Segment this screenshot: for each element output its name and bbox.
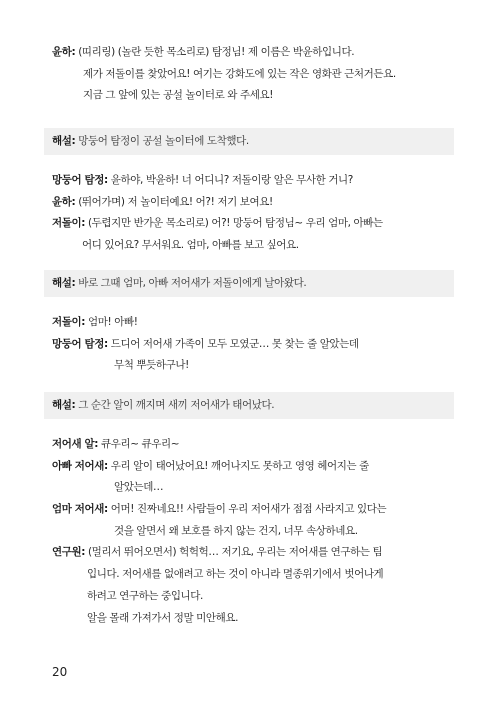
dialogue-text: 엄마! 아빠! xyxy=(85,316,138,328)
dialogue-block-4 xyxy=(52,434,452,629)
dialogue-text: 우리 알이 태어났어요! 깨어나지도 못하고 영영 헤어지는 줄 xyxy=(107,459,369,472)
page-number: 20 xyxy=(52,665,68,679)
narration-box xyxy=(44,270,454,297)
narrator-label: 해설: xyxy=(52,135,76,147)
dialogue-line-continued: 알았는데… xyxy=(114,481,164,494)
dialogue-text: (멀리서 뛰어오면서) 헉헉헉… 저기요, 우리는 저어새를 연구하는 팀 xyxy=(85,546,383,559)
dialogue-text: 드디어 저어새 가족이 모두 모였군… 못 찾는 줄 알았는데 xyxy=(107,337,359,350)
dialogue-line xyxy=(52,456,452,478)
speaker-name: 저어새 알: xyxy=(52,438,99,450)
dialogue-text: 큐우리~ 큐우리~ xyxy=(98,438,180,450)
speaker-name: 윤하: xyxy=(52,195,76,208)
dialogue-line xyxy=(52,192,452,214)
dialogue-text: (뛰어가며) 저 놀이터예요! 어?! 저기 보여요! xyxy=(75,195,273,208)
dialogue-block-2 xyxy=(52,170,452,257)
dialogue-line-continued: 입니다. 저어새를 없애려고 하는 것이 아니라 멸종위기에서 벗어나게 xyxy=(87,568,384,581)
speaker-name: 망둥어 탐정: xyxy=(52,174,108,186)
speaker-name: 아빠 저어새: xyxy=(52,459,108,472)
dialogue-block-1 xyxy=(52,42,452,107)
dialogue-line-continued: 알을 몰래 가져가서 정말 미안해요. xyxy=(87,611,239,624)
dialogue-line-continued: 것을 알면서 왜 보호를 하지 않는 건지, 너무 속상하네요. xyxy=(114,524,358,537)
narration-box xyxy=(44,392,454,419)
narration-text: 망둥어 탐정이 공설 놀이터에 도착했다. xyxy=(75,135,249,147)
dialogue-line-continued: 무척 뿌듯하구나! xyxy=(114,359,189,372)
dialogue-line-continued: 어디 있어요? 무서워요. 엄마, 아빠를 보고 싶어요. xyxy=(82,239,299,252)
dialogue-line xyxy=(52,542,452,564)
speaker-name: 연구원: xyxy=(52,546,86,559)
speaker-name: 저돌이: xyxy=(52,316,86,328)
speaker-name: 윤하: xyxy=(52,46,76,58)
dialogue-text: (띠리링) (놀란 듯한 목소리로) 탐정님! 제 이름은 박윤하입니다. xyxy=(75,46,355,58)
dialogue-text: 윤하야, 박윤하! 너 어디니? 저돌이랑 알은 무사한 거니? xyxy=(107,174,353,186)
dialogue-line xyxy=(52,334,452,356)
narration-text: 그 순간 알이 깨지며 새끼 저어새가 태어났다. xyxy=(75,399,275,411)
narrator-label: 해설: xyxy=(52,399,76,411)
dialogue-text: 어머! 진짜네요!! 사람들이 우리 저어새가 점점 사라지고 있다는 xyxy=(107,503,387,516)
speaker-name: 망둥어 탐정: xyxy=(52,337,108,350)
dialogue-text: (두렵지만 반가운 목소리로) 어?! 망둥어 탐정님~ 우리 엄마, 아빠는 xyxy=(85,217,383,230)
dialogue-line xyxy=(52,312,452,334)
dialogue-block-3 xyxy=(52,312,452,377)
dialogue-line xyxy=(52,170,452,192)
narrator-label: 해설: xyxy=(52,277,76,289)
dialogue-line xyxy=(52,434,452,456)
speaker-name: 저돌이: xyxy=(52,217,86,230)
dialogue-line-continued: 지금 그 앞에 있는 공설 놀이터로 와 주세요! xyxy=(83,89,274,102)
narration-box xyxy=(44,128,454,155)
dialogue-line xyxy=(52,213,452,235)
narration-text: 바로 그때 엄마, 아빠 저어새가 저돌이에게 날아왔다. xyxy=(75,277,307,289)
speaker-name: 엄마 저어새: xyxy=(52,503,108,516)
dialogue-line-continued: 하려고 연구하는 중입니다. xyxy=(87,589,203,602)
dialogue-line xyxy=(52,42,452,64)
dialogue-line xyxy=(52,499,452,521)
dialogue-line-continued: 제가 저돌이를 찾았어요! 여기는 강화도에 있는 작은 영화관 근처거든요. xyxy=(83,67,396,80)
